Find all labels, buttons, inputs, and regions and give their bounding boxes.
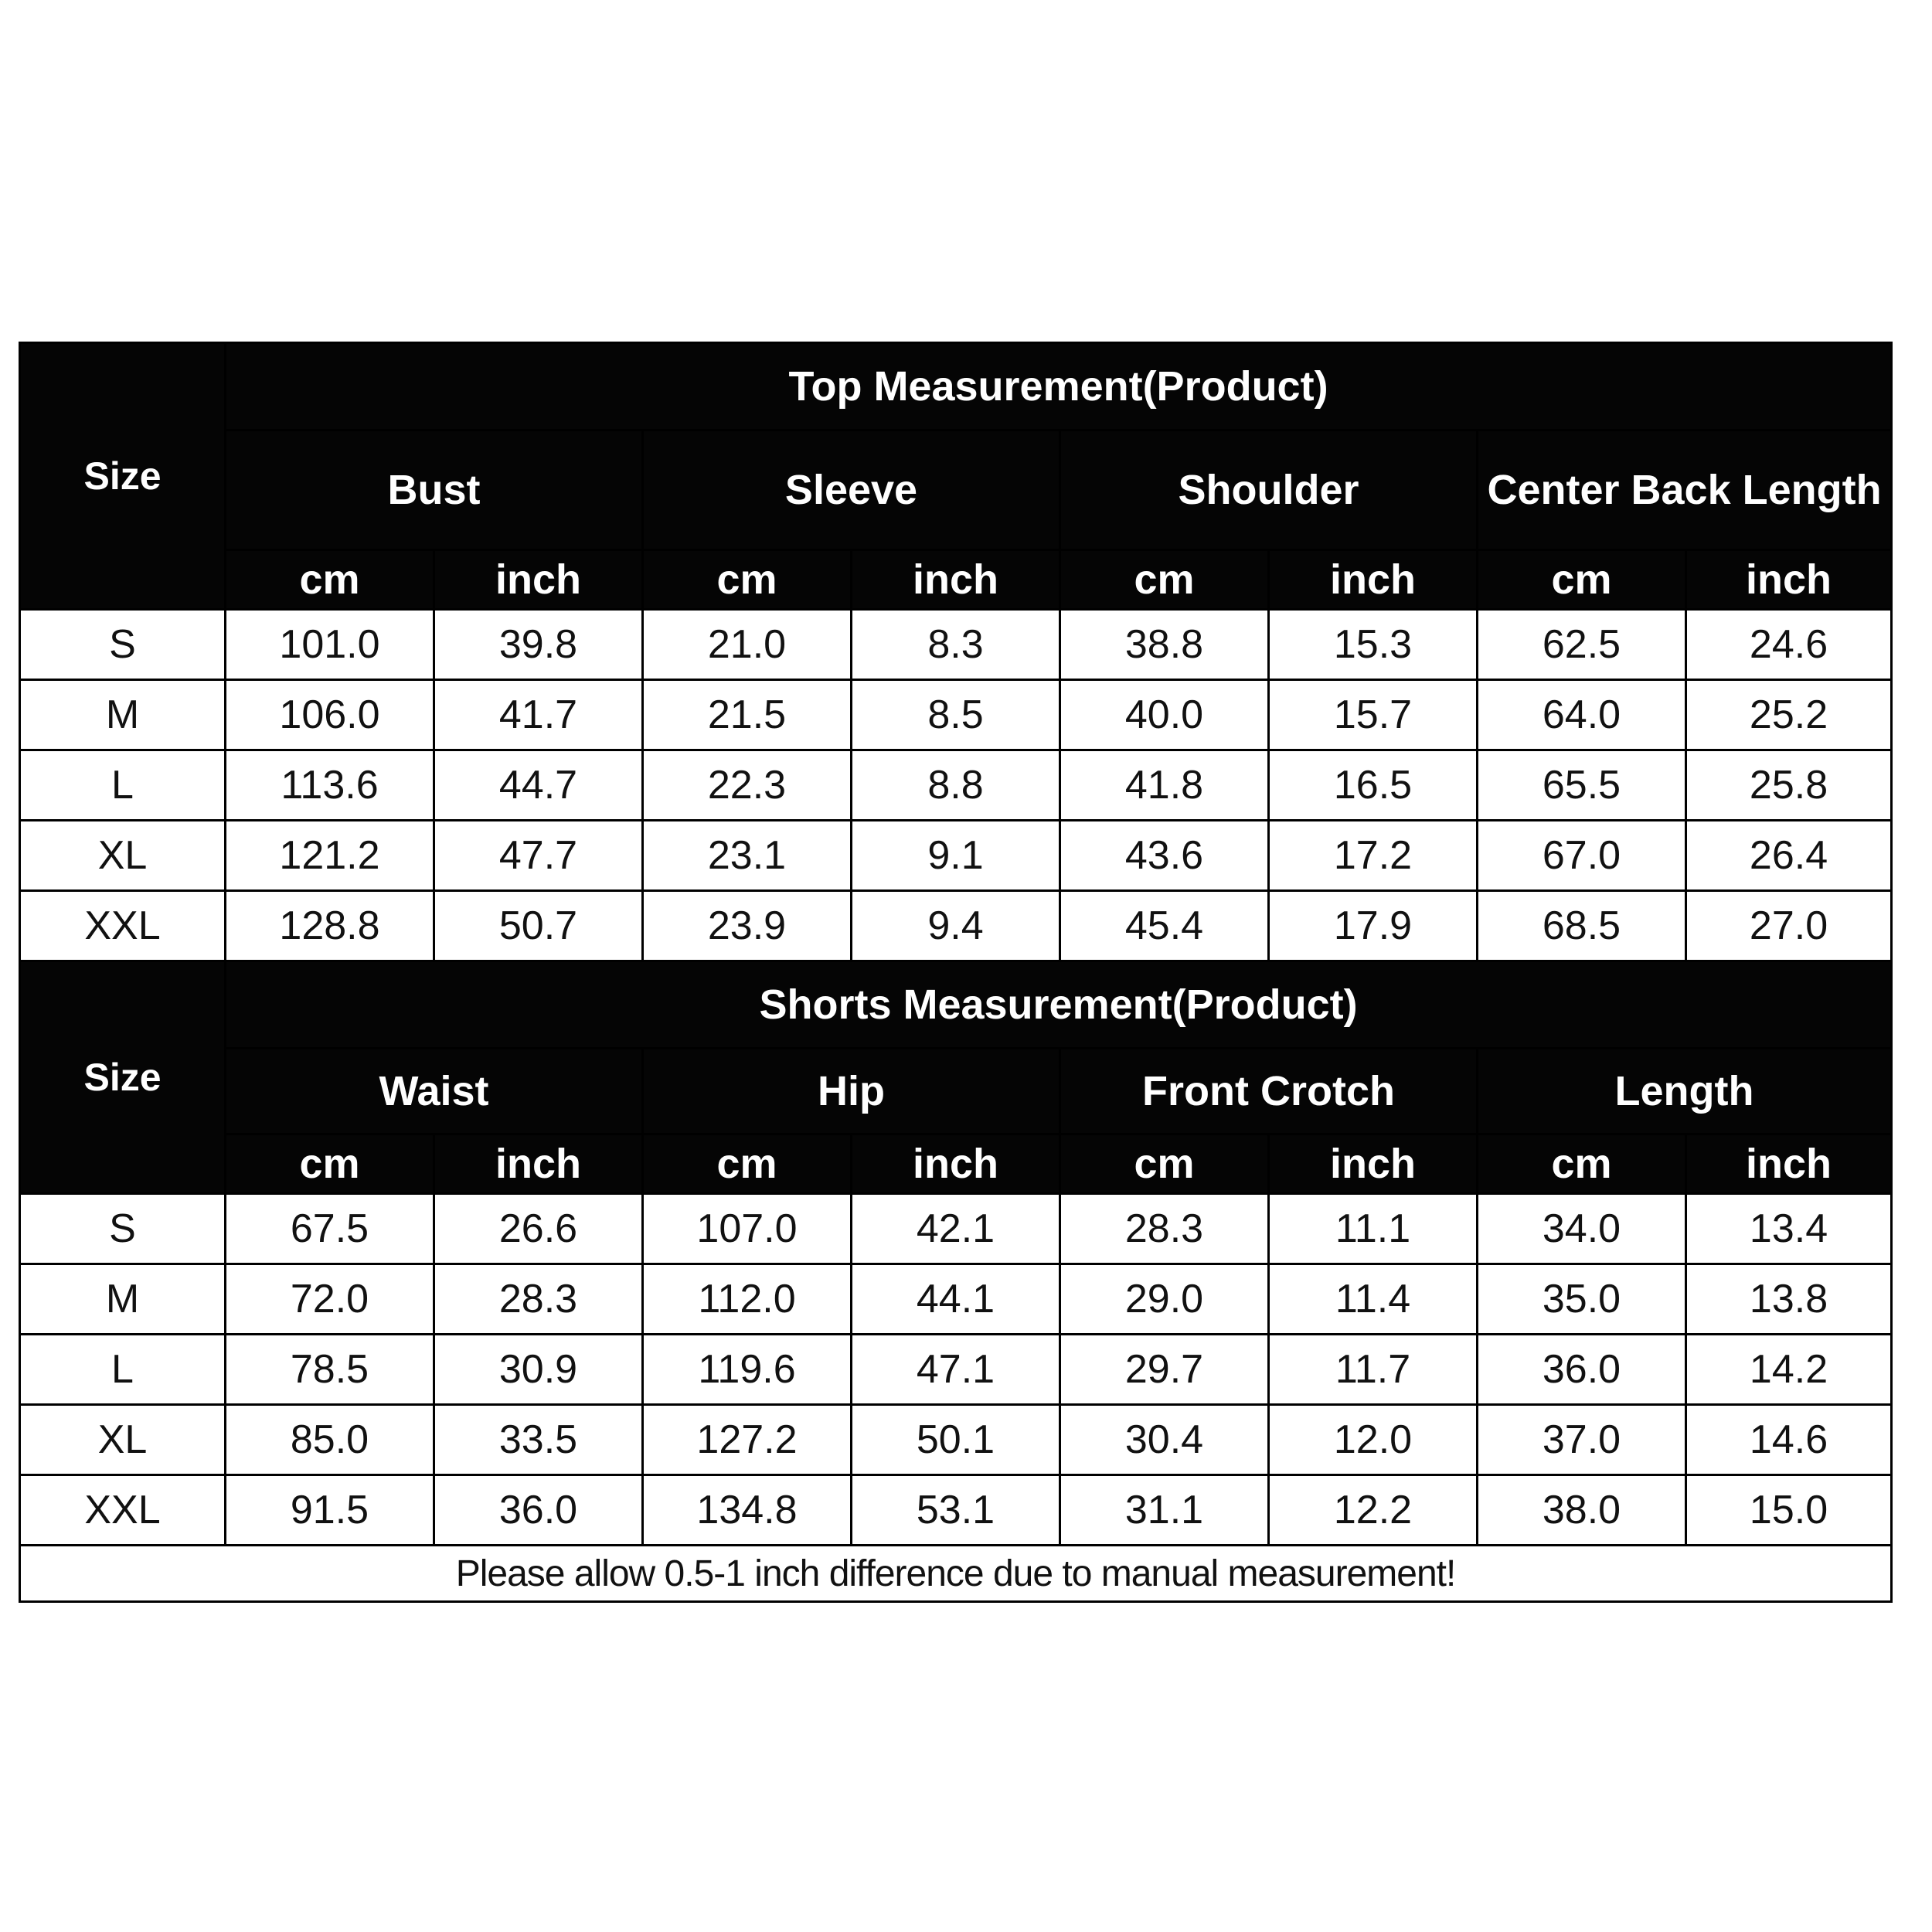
shorts-value-cell: 26.6: [434, 1194, 643, 1264]
shorts-value-cell: 30.9: [434, 1335, 643, 1405]
top-value-cell: 106.0: [226, 680, 434, 750]
shorts-value-cell: 30.4: [1060, 1405, 1269, 1475]
measurement-note: Please allow 0.5-1 inch difference due to manual measurement!: [20, 1546, 1892, 1602]
shorts-value-cell: 50.1: [852, 1405, 1060, 1475]
top-value-cell: 24.6: [1686, 610, 1892, 680]
shorts-value-cell: 29.0: [1060, 1264, 1269, 1335]
shorts-unit-row: [20, 1134, 1892, 1194]
shorts-unit-header: cm: [643, 1134, 852, 1194]
shorts-value-cell: 127.2: [643, 1405, 852, 1475]
shorts-value-cell: 31.1: [1060, 1475, 1269, 1546]
shorts-size-cell: M: [20, 1264, 226, 1335]
shorts-value-cell: 107.0: [643, 1194, 852, 1264]
top-value-cell: 39.8: [434, 610, 643, 680]
top-value-cell: 8.3: [852, 610, 1060, 680]
shorts-group-row: [20, 1049, 1892, 1134]
top-size-row: [20, 680, 1892, 750]
shorts-value-cell: 14.6: [1686, 1405, 1892, 1475]
shorts-value-cell: 38.0: [1478, 1475, 1686, 1546]
top-size-cell: XXL: [20, 891, 226, 961]
top-value-cell: 41.7: [434, 680, 643, 750]
top-unit-header: inch: [434, 550, 643, 610]
top-value-cell: 47.7: [434, 821, 643, 891]
shorts-size-cell: S: [20, 1194, 226, 1264]
top-value-cell: 8.5: [852, 680, 1060, 750]
shorts-unit-header: cm: [1060, 1134, 1269, 1194]
shorts-value-cell: 35.0: [1478, 1264, 1686, 1335]
top-value-cell: 23.9: [643, 891, 852, 961]
top-group-header: Shoulder: [1060, 430, 1478, 550]
size-chart: [19, 342, 1890, 1614]
top-value-cell: 9.1: [852, 821, 1060, 891]
shorts-value-cell: 119.6: [643, 1335, 852, 1405]
shorts-group-header: Length: [1478, 1049, 1892, 1134]
top-size-cell: S: [20, 610, 226, 680]
top-value-cell: 68.5: [1478, 891, 1686, 961]
top-size-header: Size: [20, 343, 226, 610]
top-value-cell: 15.3: [1269, 610, 1478, 680]
note-row: [20, 1546, 1892, 1602]
top-title-row: [20, 343, 1892, 430]
shorts-measurement-section: [20, 961, 1892, 1546]
top-value-cell: 67.0: [1478, 821, 1686, 891]
shorts-value-cell: 11.7: [1269, 1335, 1478, 1405]
shorts-size-header: Size: [20, 961, 226, 1194]
top-value-cell: 45.4: [1060, 891, 1269, 961]
size-chart-table: [19, 342, 1893, 1603]
shorts-value-cell: 14.2: [1686, 1335, 1892, 1405]
top-value-cell: 25.2: [1686, 680, 1892, 750]
top-size-cell: L: [20, 750, 226, 821]
top-group-header: Center Back Length: [1478, 430, 1892, 550]
top-value-cell: 16.5: [1269, 750, 1478, 821]
top-unit-header: cm: [1478, 550, 1686, 610]
top-value-cell: 17.2: [1269, 821, 1478, 891]
shorts-value-cell: 12.2: [1269, 1475, 1478, 1546]
top-value-cell: 128.8: [226, 891, 434, 961]
top-size-row: [20, 610, 1892, 680]
shorts-title: Shorts Measurement(Product): [226, 961, 1892, 1049]
shorts-value-cell: 42.1: [852, 1194, 1060, 1264]
top-value-cell: 26.4: [1686, 821, 1892, 891]
shorts-value-cell: 34.0: [1478, 1194, 1686, 1264]
shorts-value-cell: 13.8: [1686, 1264, 1892, 1335]
shorts-size-row: [20, 1194, 1892, 1264]
shorts-unit-header: inch: [434, 1134, 643, 1194]
shorts-unit-header: inch: [1686, 1134, 1892, 1194]
top-value-cell: 25.8: [1686, 750, 1892, 821]
top-value-cell: 101.0: [226, 610, 434, 680]
shorts-value-cell: 28.3: [434, 1264, 643, 1335]
shorts-unit-header: cm: [226, 1134, 434, 1194]
top-size-row: [20, 821, 1892, 891]
top-value-cell: 65.5: [1478, 750, 1686, 821]
shorts-group-header: Front Crotch: [1060, 1049, 1478, 1134]
top-value-cell: 44.7: [434, 750, 643, 821]
top-size-cell: M: [20, 680, 226, 750]
shorts-unit-header: cm: [1478, 1134, 1686, 1194]
shorts-value-cell: 67.5: [226, 1194, 434, 1264]
top-value-cell: 121.2: [226, 821, 434, 891]
top-unit-header: inch: [1686, 550, 1892, 610]
top-group-header: Sleeve: [643, 430, 1060, 550]
top-measurement-section: [20, 343, 1892, 961]
top-unit-header: cm: [226, 550, 434, 610]
top-value-cell: 21.0: [643, 610, 852, 680]
shorts-value-cell: 12.0: [1269, 1405, 1478, 1475]
shorts-size-cell: L: [20, 1335, 226, 1405]
shorts-value-cell: 72.0: [226, 1264, 434, 1335]
top-value-cell: 21.5: [643, 680, 852, 750]
top-unit-header: cm: [1060, 550, 1269, 610]
shorts-value-cell: 85.0: [226, 1405, 434, 1475]
shorts-value-cell: 36.0: [1478, 1335, 1686, 1405]
shorts-group-header: Hip: [643, 1049, 1060, 1134]
top-value-cell: 62.5: [1478, 610, 1686, 680]
shorts-value-cell: 13.4: [1686, 1194, 1892, 1264]
top-value-cell: 38.8: [1060, 610, 1269, 680]
shorts-value-cell: 36.0: [434, 1475, 643, 1546]
top-group-header: Bust: [226, 430, 643, 550]
shorts-value-cell: 47.1: [852, 1335, 1060, 1405]
shorts-value-cell: 91.5: [226, 1475, 434, 1546]
top-value-cell: 15.7: [1269, 680, 1478, 750]
top-value-cell: 27.0: [1686, 891, 1892, 961]
top-value-cell: 22.3: [643, 750, 852, 821]
top-value-cell: 113.6: [226, 750, 434, 821]
shorts-size-row: [20, 1264, 1892, 1335]
shorts-value-cell: 112.0: [643, 1264, 852, 1335]
top-value-cell: 41.8: [1060, 750, 1269, 821]
top-size-row: [20, 750, 1892, 821]
shorts-size-row: [20, 1335, 1892, 1405]
top-unit-header: cm: [643, 550, 852, 610]
top-unit-header: inch: [1269, 550, 1478, 610]
top-value-cell: 23.1: [643, 821, 852, 891]
top-title: Top Measurement(Product): [226, 343, 1892, 430]
shorts-size-cell: XL: [20, 1405, 226, 1475]
shorts-size-row: [20, 1475, 1892, 1546]
shorts-value-cell: 33.5: [434, 1405, 643, 1475]
top-value-cell: 9.4: [852, 891, 1060, 961]
top-value-cell: 43.6: [1060, 821, 1269, 891]
top-value-cell: 17.9: [1269, 891, 1478, 961]
shorts-unit-header: inch: [1269, 1134, 1478, 1194]
shorts-value-cell: 44.1: [852, 1264, 1060, 1335]
top-value-cell: 8.8: [852, 750, 1060, 821]
top-value-cell: 40.0: [1060, 680, 1269, 750]
shorts-size-row: [20, 1405, 1892, 1475]
shorts-group-header: Waist: [226, 1049, 643, 1134]
top-group-row: [20, 430, 1892, 550]
shorts-value-cell: 53.1: [852, 1475, 1060, 1546]
top-unit-header: inch: [852, 550, 1060, 610]
shorts-value-cell: 28.3: [1060, 1194, 1269, 1264]
shorts-size-cell: XXL: [20, 1475, 226, 1546]
shorts-value-cell: 37.0: [1478, 1405, 1686, 1475]
top-value-cell: 50.7: [434, 891, 643, 961]
shorts-value-cell: 15.0: [1686, 1475, 1892, 1546]
shorts-title-row: [20, 961, 1892, 1049]
shorts-value-cell: 29.7: [1060, 1335, 1269, 1405]
shorts-value-cell: 78.5: [226, 1335, 434, 1405]
note-section: [20, 1546, 1892, 1602]
shorts-value-cell: 11.1: [1269, 1194, 1478, 1264]
shorts-unit-header: inch: [852, 1134, 1060, 1194]
top-size-cell: XL: [20, 821, 226, 891]
top-size-row: [20, 891, 1892, 961]
shorts-value-cell: 134.8: [643, 1475, 852, 1546]
top-value-cell: 64.0: [1478, 680, 1686, 750]
shorts-value-cell: 11.4: [1269, 1264, 1478, 1335]
top-unit-row: [20, 550, 1892, 610]
